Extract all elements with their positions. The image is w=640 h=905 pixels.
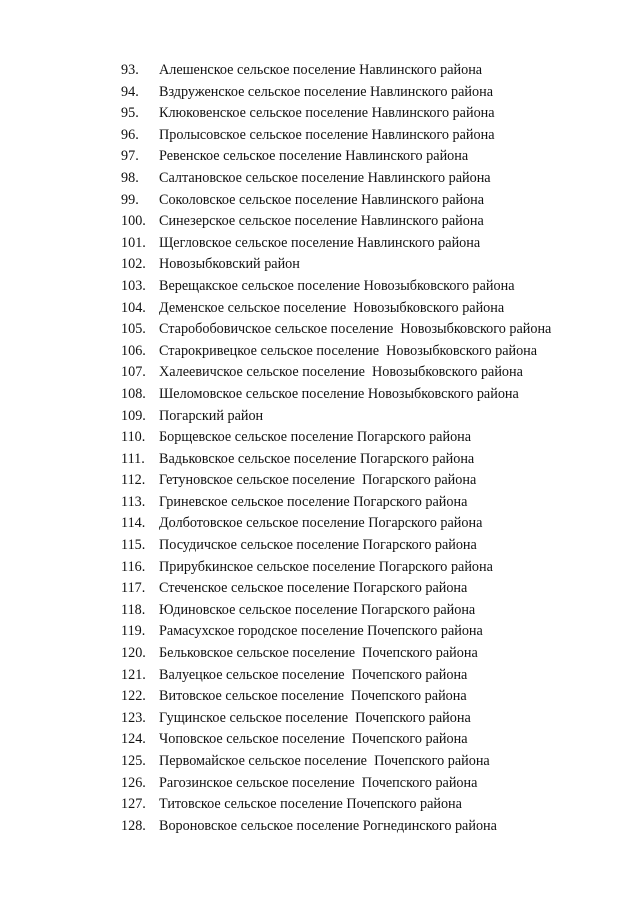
list-item-text: Бельковское сельское поселение Почепского района (159, 645, 478, 662)
list-item-text: Халеевичское сельское поселение Новозыбковского района (159, 364, 523, 381)
list-item-number: 116. (121, 558, 146, 575)
list-item-text: Долботовское сельское поселение Погарского района (159, 515, 483, 532)
list-item (0, 816, 640, 838)
list-item-text: Погарский район (159, 407, 264, 424)
list-item-number: 114. (121, 515, 146, 532)
list-item-text: Юдиновское сельское поселение Погарского района (159, 601, 476, 618)
list-item-number: 118. (121, 601, 146, 618)
list-item-number: 101. (121, 234, 146, 251)
list-item (0, 557, 640, 579)
list-item-number: 127. (121, 796, 146, 813)
list-item (0, 384, 640, 406)
list-item-number: 121. (121, 666, 146, 683)
list-item-text: Первомайское сельское поселение Почепского района (159, 753, 490, 769)
list-item (0, 427, 640, 449)
list-item-number: 126. (121, 774, 146, 791)
list-item (0, 449, 640, 471)
list-item-number: 112. (121, 472, 146, 489)
list-item-text: Прирубкинское сельское поселение Погарского района (159, 558, 493, 575)
list-item (0, 319, 640, 341)
list-item-number: 102. (121, 256, 146, 273)
list-item-text: Алешенское сельское поселение Навлинского района (159, 62, 483, 78)
list-item (0, 470, 640, 492)
list-item (0, 665, 640, 687)
list-item-text: Синезерское сельское поселение Навлинского района (159, 213, 484, 230)
list-item (0, 60, 640, 82)
list-item-number: 98. (121, 169, 139, 186)
list-item-text: Титовское сельское поселение Почепского района (159, 796, 462, 813)
list-item (0, 513, 640, 535)
list-item-number: 120. (121, 645, 146, 662)
list-item (0, 773, 640, 795)
list-item-text: Вадьковское сельское поселение Погарского района (159, 450, 475, 467)
list-item-number: 106. (121, 342, 146, 359)
list-item-number: 99. (121, 191, 139, 208)
list-item (0, 125, 640, 147)
list-item-text: Стеченское сельское поселение Погарского района (159, 580, 468, 597)
list-item-text: Новозыбковский район (159, 256, 300, 273)
list-item-text: Посудичское сельское поселение Погарского района (159, 537, 477, 554)
list-item (0, 600, 640, 622)
list-item (0, 341, 640, 363)
list-item-text: Старокривецкое сельское поселение Новозыбковского района (159, 342, 538, 359)
list-item-text: Соколовское сельское поселение Навлинского района (159, 191, 485, 208)
list-item-number: 124. (121, 731, 146, 748)
list-item-text: Валуецкое сельское поселение Почепского района (159, 666, 468, 683)
list-item-number: 93. (121, 62, 139, 78)
list-item (0, 621, 640, 643)
list-item-text: Старобобовичское сельское поселение Новозыбковского района (159, 321, 552, 338)
list-item-text: Рагозинское сельское поселение Почепского района (159, 774, 478, 791)
list-item-text: Витовское сельское поселение Почепского района (159, 688, 467, 705)
list-item-text: Вороновское сельское поселение Рогнединского района (159, 817, 497, 834)
list-item-number: 125. (121, 753, 146, 769)
list-item-number: 100. (121, 213, 146, 230)
list-item (0, 535, 640, 557)
list-item-number: 108. (121, 385, 146, 402)
list-item-text: Верещакское сельское поселение Новозыбковского района (159, 277, 515, 294)
list-item-number: 128. (121, 817, 146, 834)
numbered-list (0, 60, 640, 837)
list-item-number: 95. (121, 105, 139, 122)
list-item (0, 794, 640, 816)
list-item (0, 190, 640, 212)
list-item-number: 111. (121, 450, 145, 467)
list-item (0, 729, 640, 751)
list-item-text: Ревенское сельское поселение Навлинского района (159, 148, 469, 165)
list-item-text: Гриневское сельское поселение Погарского района (159, 493, 468, 510)
list-item (0, 362, 640, 384)
list-item-number: 115. (121, 537, 146, 554)
list-item-number: 109. (121, 407, 146, 424)
list-item (0, 146, 640, 168)
list-item-number: 96. (121, 126, 139, 143)
list-item-number: 119. (121, 623, 146, 640)
list-item-number: 123. (121, 709, 146, 726)
list-item-text: Борщевское сельское поселение Погарского района (159, 429, 472, 446)
list-item-number: 113. (121, 493, 146, 510)
list-item-text: Салтановское сельское поселение Навлинского района (159, 169, 491, 186)
list-item-text: Гетуновское сельское поселение Погарского района (159, 472, 477, 489)
list-item (0, 254, 640, 276)
list-item (0, 406, 640, 428)
list-item (0, 82, 640, 104)
list-item-number: 107. (121, 364, 146, 381)
list-item-number: 94. (121, 83, 139, 100)
list-item (0, 103, 640, 125)
list-item (0, 492, 640, 514)
list-item-text: Деменское сельское поселение Новозыбковского района (159, 299, 505, 316)
list-item (0, 233, 640, 255)
list-item (0, 211, 640, 233)
list-item (0, 578, 640, 600)
list-item-number: 105. (121, 321, 146, 338)
list-item (0, 751, 640, 773)
list-item-number: 104. (121, 299, 146, 316)
list-item-number: 110. (121, 429, 146, 446)
list-item (0, 168, 640, 190)
list-item-text: Шеломовское сельское поселение Новозыбковского района (159, 385, 519, 402)
list-item-number: 117. (121, 580, 146, 597)
list-item-text: Рамасухское городское поселение Почепского района (159, 623, 483, 640)
list-item-number: 103. (121, 277, 146, 294)
list-item-text: Клюковенское сельское поселение Навлинского района (159, 105, 495, 122)
list-item (0, 686, 640, 708)
list-item (0, 276, 640, 298)
list-item (0, 298, 640, 320)
list-item-text: Гущинское сельское поселение Почепского района (159, 709, 471, 726)
list-item (0, 643, 640, 665)
list-item-text: Чоповское сельское поселение Почепского района (159, 731, 468, 748)
list-item-text: Щегловское сельское поселение Навлинского района (159, 234, 481, 251)
list-item-number: 122. (121, 688, 146, 705)
list-item-text: Вздруженское сельское поселение Навлинского района (159, 83, 493, 100)
list-item-number: 97. (121, 148, 139, 165)
list-item-text: Пролысовское сельское поселение Навлинского района (159, 126, 495, 143)
list-item (0, 708, 640, 730)
